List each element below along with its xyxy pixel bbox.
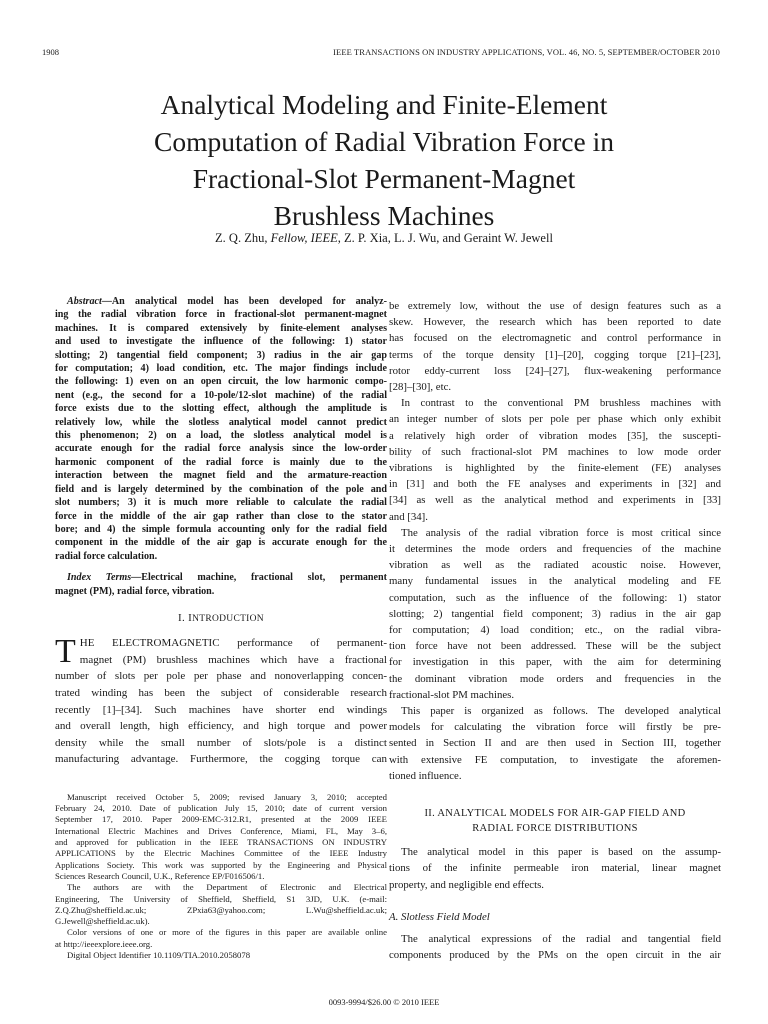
body-line: it determines the mode orders and frequencies of the machine [389,543,721,556]
body-line: property, and negligible end effects. [389,878,544,891]
body-line: bility of such fractional-slot PM machines to low mode order [389,445,721,458]
body-line: many fundamental issues in the analytical modeling and FE [389,575,721,588]
footnote-line: February 24, 2010. Date of publication July 15, 2010; date of current version [55,803,387,814]
page-number: 1908 [42,47,59,57]
abstract-line: accurate enough for the radial force analysis since the low-order [55,443,387,455]
footnote-line: Color versions of one or more of the figures in this paper are available online [67,927,387,938]
abstract-line: nent (e.g., the second for a 10-pole/12-slot machine) of the radial [55,389,387,401]
body-line: and [34]. [389,510,428,523]
footnote-line: G.Jewell@sheffield.ac.uk). [55,916,150,927]
intro-line: manufacturing advantage. Furthermore, the cogging torque can [55,753,387,766]
abstract-line: for computation; 4) load condition, etc. The major findings include [55,363,387,375]
body-line: for computation; 4) load condition; etc., on the radial vibra- [389,624,721,637]
body-line: an integer number of slots per pole per phase which only exhibit [389,413,721,426]
copyright-footer: 0093-9994/$26.00 © 2010 IEEE [328,997,440,1007]
abstract-line: slot numbers; 3) it is much more reliable to calculate the radial [55,497,387,509]
intro-line: recently [1]–[34]. Such machines have shorter end windings [55,703,387,716]
abstract [55,295,387,598]
title-line: Computation of Radial Vibration Force in [154,126,614,157]
body-line: computation, such as the influence of the following: 1) stator [389,591,721,604]
intro-line: number of slots per pole per phase and nonoverlapping concen- [55,670,387,683]
abstract-line: harmonic component of the radial force is mainly due to the [55,456,387,468]
abstract-line: interaction between the magnet field and the armature-reaction [55,470,387,482]
right-column [389,298,721,963]
body-line: vibrations is highlighted by the finite-element (FE) analyses [389,462,721,475]
body-line: The analysis of the radial vibration force is most critical since [401,526,721,539]
abstract-line: the following: 1) even on an open circuit, the low harmonic compo- [55,376,387,388]
title-line: Analytical Modeling and Finite-Element [160,89,608,120]
abstract-line: this phenomenon; 2) on a load, the slotless analytical model is [55,430,387,442]
body-line: This paper is organized as follows. The developed analytical [401,705,721,718]
body-line: slotting; 2) tangential field component; 3) radius in the air gap [389,607,721,620]
running-header: IEEE TRANSACTIONS ON INDUSTRY APPLICATIONS, VOL. 46, NO. 5, SEPTEMBER/OCTOBER 2010 [333,47,720,57]
body-line: be extremely low, without the use of design features such as a [389,300,721,312]
author-1: Z. Q. Zhu, [215,231,268,245]
body-line: tioned influence. [389,769,462,782]
abstract-line: radial force calculation. [55,550,158,562]
body-line: components produced by the PMs on the open circuit in the air [389,949,721,962]
paper-title [60,86,708,234]
author-1-role: Fellow, IEEE [270,231,338,245]
left-column [55,295,387,961]
section-heading-2: II. ANALYTICAL MODELS FOR AIR-GAP FIELD AND RADIAL FORCE DISTRIBUTIONS [424,808,686,835]
intro-paragraph [55,635,387,768]
intro-line: density while the small number of slots/pole is a distinct [55,736,387,749]
drop-cap: T [55,633,76,671]
body-line: [28]–[30], etc. [389,381,452,394]
intro-line: HE ELECTROMAGNETIC performance of permanent- [79,637,387,650]
index-terms-label: Index Terms [67,572,132,584]
body-line: models for calculating the vibration force will firstly be pre- [389,721,721,734]
footnote-line: Engineering, The University of Sheffield, Sheffield, S1 3JD, U.K. (e-mail: [55,893,387,904]
title-line: Fractional-Slot Permanent-Magnet [192,163,576,194]
subsection-heading: A. Slotless Field Model [389,910,490,923]
abstract-line: relatively low, while the slotless analytical model cannot predict [55,416,387,428]
footnote-line: at http://ieeexplore.ieee.org. [55,938,153,949]
footnote [55,792,387,961]
footnote-line: Applications Society. This work was supported by the Engineering and Physical [55,859,387,870]
intro-line: and overall length, high efficiency, and high torque and power [55,720,387,733]
index-terms-line: Index Terms—Electrical machine, fractional slot, permanent [67,572,387,584]
body-line: tions of the infinite permeable iron material, linear magnet [389,862,721,875]
abstract-line: force in the middle of the air gap rather than close to the stator [55,510,387,522]
intro-line: trated winding has been the subject of considerable research [55,686,387,699]
index-terms-line: magnet (PM), radial force, vibration. [55,585,215,597]
intro-line: magnet (PM) brushless machines which have a fractional [79,653,387,666]
abstract-line: bore; and 4) the simple formula accounting only for the radial field [55,523,387,535]
body-line: has focused on the electromagnetic and control performance in [389,332,721,345]
body-line: rotor eddy-current loss [24]–[27], flux-weakening performance [389,364,721,377]
abstract-line: slotting; 2) tangential field component; 3) radius in the air gap [55,349,387,361]
body-line: vibration as well as the radiated acoustic noise. However, [389,559,721,572]
footnote-line: September 17, 2010. Paper 2009-EMC-312.R1, presented at the 2009 IEEE [55,814,387,825]
body-line: skew. However, the research which has been reported to date [389,316,721,329]
body-line: [34] as well as the analytical method and experiments in [33] [389,494,721,507]
title-line: Brushless Machines [273,200,495,231]
abstract-line: force exists due to the slotting effect, although the amplitude is [55,403,387,415]
footnote-line: Sciences Research Council, U.K., Reference EP/F016506/1. [55,870,265,881]
body-line: a relatively high order of vibration modes [35], the suscepti- [389,429,721,442]
body-line: The analytical model in this paper is based on the assump- [401,846,721,859]
body-line: In contrast to the conventional PM brushless machines with [401,397,721,410]
footnote-line: Manuscript received October 5, 2009; revised January 3, 2010; accepted [67,791,387,802]
footnote-line: Z.Q.Zhu@sheffield.ac.uk; ZPxia63@yahoo.com; L.Wu@sheffield.ac.uk; [55,904,387,915]
body-line: The analytical expressions of the radial and tangential field [401,932,721,945]
doi-line: Digital Object Identifier 10.1109/TIA.2010.2058078 [67,950,251,961]
body-line: fractional-slot PM machines. [389,688,515,701]
author-line [60,231,708,246]
footnote-line: International Electric Machines and Drives Conference, Miami, FL, May 3–6, [55,825,387,836]
section-heading-introduction: I. INTRODUCTION [178,611,264,624]
body-line: tion force have not been addressed. These will be the subject [389,640,721,653]
abstract-label: Abstract [67,296,102,307]
abstract-line: Abstract—An analytical model has been developed for analyz- [67,296,387,307]
abstract-line: component in the middle of the air gap is accurate enough for the [55,537,387,549]
abstract-line: and used to investigate the influence of the following: 1) stator [55,336,387,348]
author-rest: , Z. P. Xia, L. J. Wu, and Geraint W. Jewell [337,231,553,245]
body-line: the dominant vibration mode orders and frequencies in the [389,672,721,685]
abstract-line: field and is largely determined by the combination of the pole and [55,483,387,495]
body-line: with extensive FE computation, to investigate the aforemen- [389,753,721,766]
body-line: in [31] and both the FE analyses and experiments in [32] and [389,478,721,491]
body-line: terms of the torque density [1]–[20], cogging torque [21]–[23], [389,348,721,361]
body-line: for investigation in this paper, with the aim for determining [389,656,721,669]
footnote-line: APPLICATIONS by the Electric Machines Committee of the IEEE Industry [55,848,387,859]
footnote-line: The authors are with the Department of Electronic and Electrical [67,882,387,893]
abstract-line: machines. It is compared extensively by finite-element analyses [55,322,387,334]
footnote-line: and approved for publication in the IEEE TRANSACTIONS ON INDUSTRY [55,837,387,848]
body-line: sented in Section II and are then used in Section III, together [389,737,721,750]
abstract-line: ing the radial vibration force in fractional-slot permanent-magnet [55,309,387,321]
